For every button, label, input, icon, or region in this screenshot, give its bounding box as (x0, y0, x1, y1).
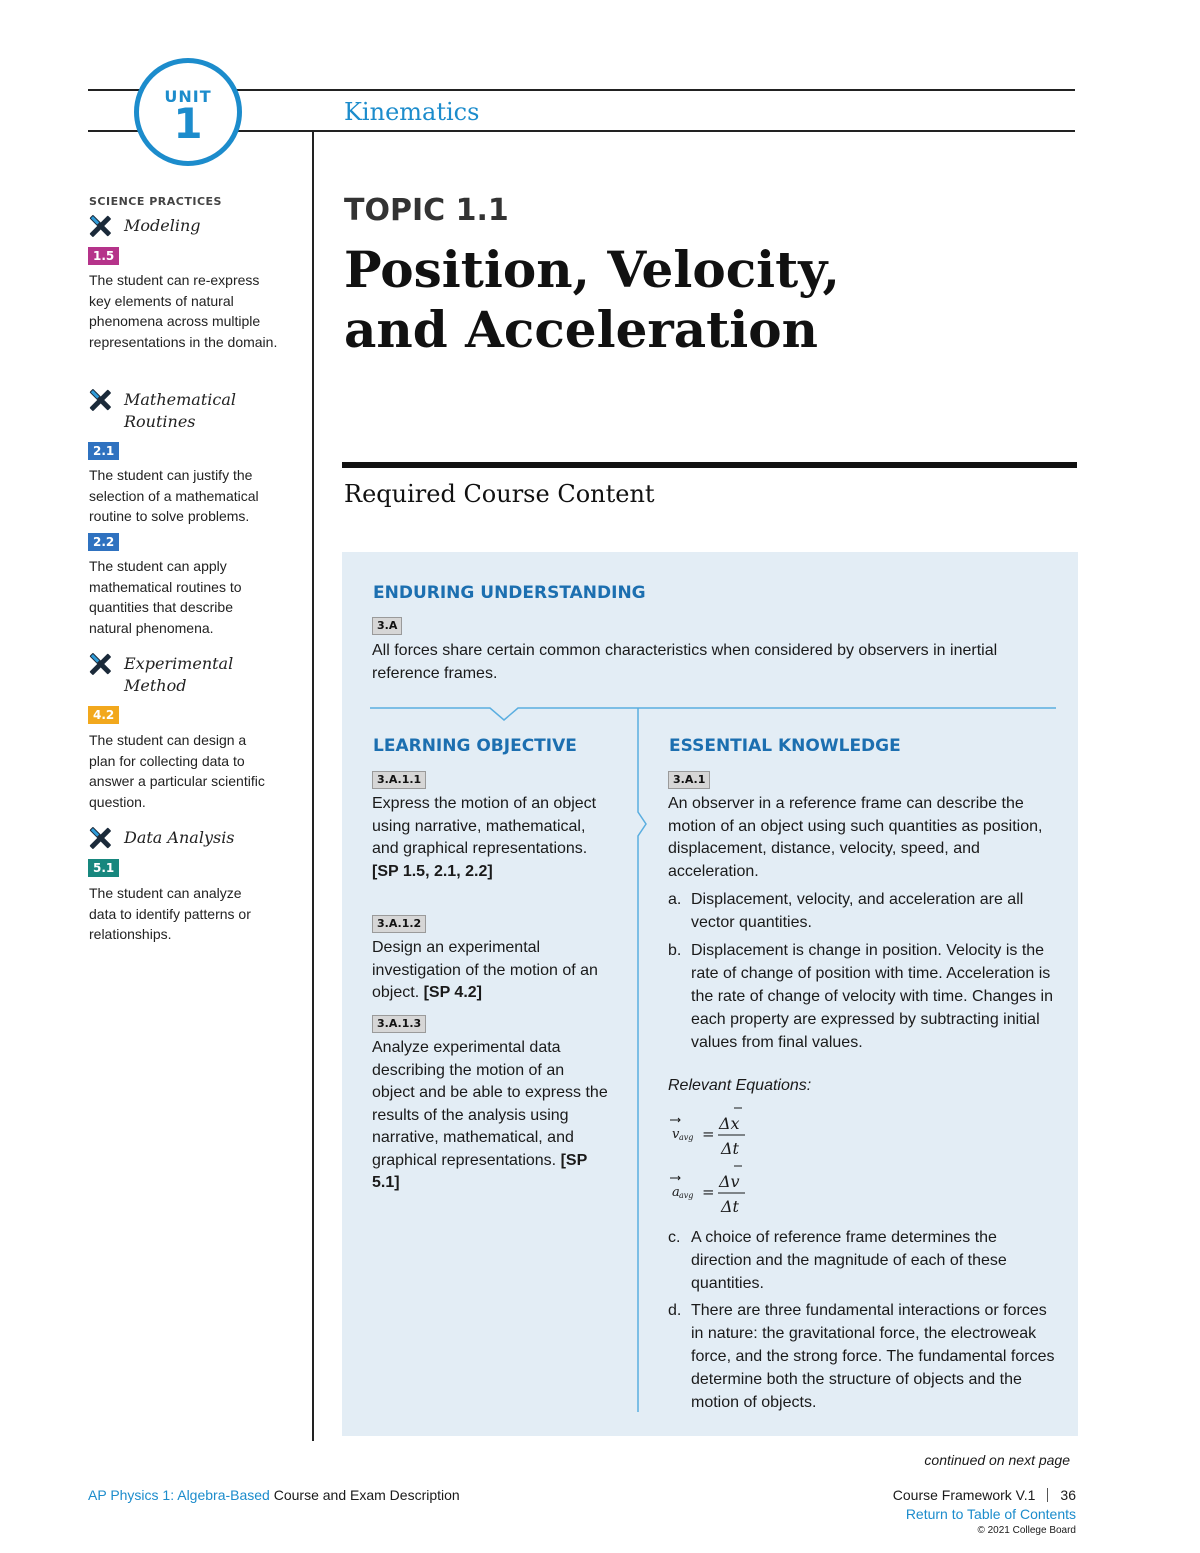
practice-badge-2-1: 2.1 (88, 442, 119, 460)
list-item-label: a. (668, 891, 682, 908)
practice-name-line: Method (124, 676, 187, 695)
equation-lhs-symbol: v (672, 1127, 680, 1142)
list-item-label: c. (668, 1229, 681, 1246)
relevant-equations-label: Relevant Equations: (668, 1077, 812, 1094)
page-title-line: Position, Velocity, (344, 240, 840, 299)
list-item (668, 1299, 1058, 1414)
svg-text:=: = (702, 1183, 715, 1201)
practice-name-data-analysis: Data Analysis (124, 828, 235, 847)
practice-description: The student can justify the selection of a mathematical routine to solve problems. (89, 467, 259, 524)
crossed-tools-icon (88, 388, 112, 412)
page-title (344, 240, 1064, 360)
page-title-line: and Acceleration (344, 300, 818, 359)
crossed-tools-icon (88, 214, 112, 238)
objective-science-practices: [SP 5.1] (372, 1151, 587, 1191)
objective-science-practices: [SP 1.5, 2.1, 2.2] (372, 862, 493, 880)
unit-title: Kinematics (344, 98, 480, 126)
unit-word: UNIT (164, 87, 212, 106)
svg-text:=: = (702, 1125, 715, 1143)
enduring-understanding-code: 3.A (372, 617, 402, 635)
equation-numerator: Δx (719, 1114, 740, 1133)
unit-number: 1 (173, 99, 203, 148)
return-to-toc-link[interactable]: Return to Table of Contents (905, 1506, 1076, 1522)
practice-description: The student can re-express key elements of natural phenomena across multiple representations in the domain. (89, 272, 278, 350)
practice-description: The student can apply mathematical routines to quantities that describe natural phenomena. (89, 558, 242, 636)
footer-separator (1047, 1488, 1048, 1502)
objective-description: Express the motion of an object using narrative, mathematical, and graphical representations. (372, 795, 597, 857)
list-item-text: Displacement is change in position. Velocity is the rate of change of position with time. Acceleration is the rate of change of velocity with time. Changes in each property are expressed by subtracting initial values from final values. (691, 942, 1053, 1051)
unit-badge (134, 58, 242, 166)
list-item-label: b. (668, 942, 682, 959)
essential-knowledge-intro: An observer in a reference frame can describe the motion of an object using such quantities as position, displacement, distance, velocity, speed, and acceleration. (668, 795, 1043, 880)
topic-label: TOPIC 1.1 (344, 193, 509, 228)
list-item-label: d. (668, 1302, 682, 1319)
learning-objective-text (372, 1037, 610, 1195)
section-rule (342, 462, 1077, 468)
crossed-tools-icon (88, 652, 112, 676)
practice-name-line: Routines (124, 412, 196, 431)
footer-course-name: AP Physics 1: Algebra-Based (88, 1487, 270, 1503)
equation-denominator: Δt (721, 1139, 739, 1158)
practice-badge-2-2: 2.2 (88, 533, 119, 551)
list-item-text: Displacement, velocity, and acceleration are all vector quantities. (691, 891, 1024, 931)
enduring-understanding-text: All forces share certain common characteristics when considered by observers in inertial reference frames. (372, 642, 998, 682)
footer-course-title (88, 1487, 460, 1503)
objective-science-practices: [SP 4.2] (423, 984, 482, 1001)
enduring-understanding-heading: ENDURING UNDERSTANDING (373, 583, 646, 603)
equation-lhs-symbol: a (672, 1185, 680, 1200)
required-content-heading: Required Course Content (344, 480, 655, 508)
list-item (668, 888, 1058, 934)
copyright: © 2021 College Board (977, 1525, 1076, 1536)
learning-objective-code: 3.A.1.1 (372, 771, 426, 789)
equation-lhs-subscript: avg (679, 1191, 694, 1200)
learning-objective-code: 3.A.1.3 (372, 1015, 426, 1033)
objective-description: Design an experimental investigation of the motion of an object. (372, 939, 598, 1001)
practice-name-line: Mathematical (124, 390, 236, 409)
practice-name-mathematical-routines (124, 389, 236, 433)
practice-name-line: Experimental (124, 654, 234, 673)
page-number: 36 (1060, 1487, 1076, 1503)
footer-framework: Course Framework V.1 (892, 1487, 1036, 1503)
footer-course-description: Course and Exam Description (273, 1487, 460, 1503)
learning-objective-heading: LEARNING OBJECTIVE (373, 736, 577, 756)
equation-lhs-subscript: avg (679, 1133, 694, 1142)
learning-objective-code: 3.A.1.2 (372, 915, 426, 933)
essential-knowledge-code: 3.A.1 (668, 771, 710, 789)
practice-description: The student can analyze data to identify patterns or relationships. (89, 885, 251, 942)
learning-objective-text (372, 937, 618, 1005)
objective-description: Analyze experimental data describing the motion of an object and be able to express the results of the analysis using narrative, mathematical, and graphical representations. (372, 1039, 608, 1169)
equation-numerator: Δv (719, 1172, 740, 1191)
equation-denominator: Δt (721, 1197, 739, 1216)
practice-badge-4-2: 4.2 (88, 706, 119, 724)
average-velocity-equation (668, 1104, 788, 1158)
average-acceleration-equation (668, 1162, 788, 1216)
practice-name-modeling: Modeling (124, 216, 201, 235)
practice-badge-5-1: 5.1 (88, 859, 119, 877)
practice-badge-1-5: 1.5 (88, 247, 119, 265)
continued-note: continued on next page (924, 1452, 1070, 1468)
sidebar-divider (312, 131, 314, 1441)
learning-objective-text (372, 793, 612, 883)
list-item-text: There are three fundamental interactions or forces in nature: the gravitational force, the electroweak force, and the strong force. The fundamental forces determine both the structure of objects and the motion of objects. (691, 1302, 1055, 1411)
footer-page-info (893, 1487, 1076, 1503)
practice-description: The student can design a plan for collecting data to answer a particular scientific question. (89, 732, 265, 810)
list-item (668, 1226, 1058, 1295)
crossed-tools-icon (88, 826, 112, 850)
essential-knowledge-heading: ESSENTIAL KNOWLEDGE (669, 736, 901, 756)
science-practices-heading: SCIENCE PRACTICES (89, 195, 222, 208)
practice-name-experimental-method (124, 653, 233, 697)
list-item-text: A choice of reference frame determines the direction and the magnitude of each of these quantities. (691, 1229, 1007, 1292)
list-item (668, 939, 1058, 1054)
